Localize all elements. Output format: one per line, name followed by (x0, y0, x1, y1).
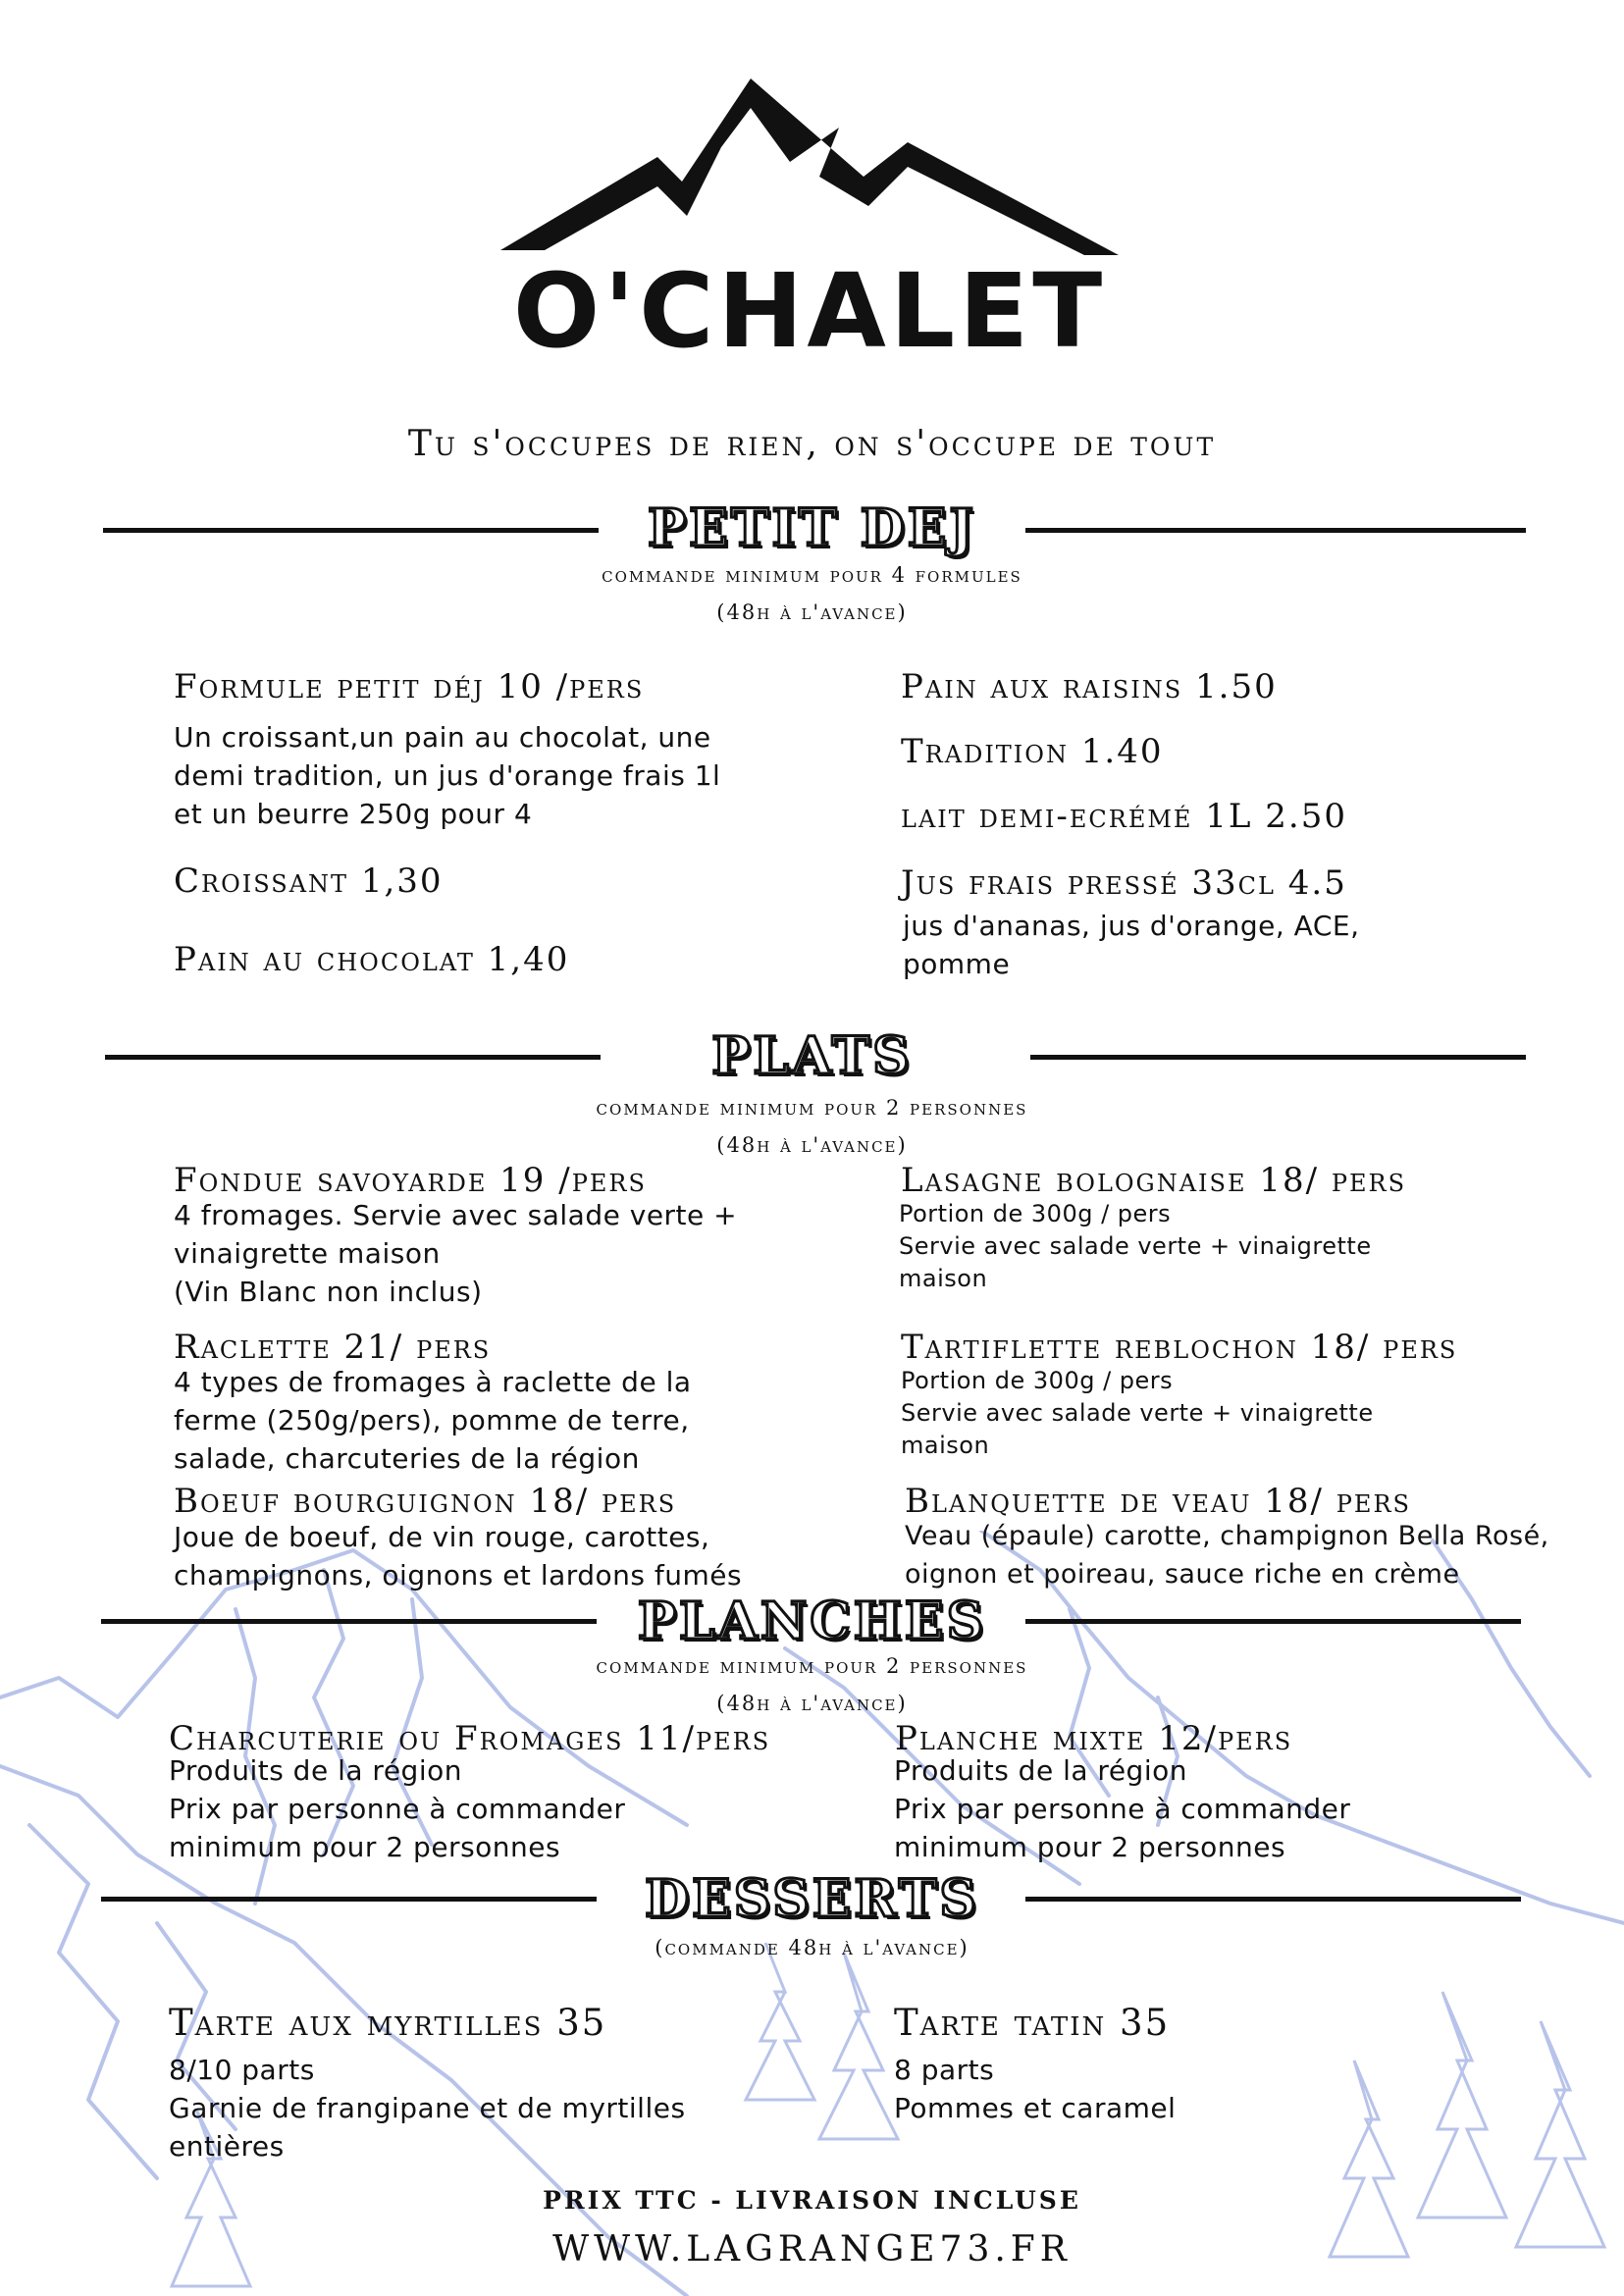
menu-item-title: Charcuterie ou Fromages 11/pers (169, 1719, 771, 1758)
menu-item-description: jus d'ananas, jus d'orange, ACE, pomme (903, 910, 1360, 980)
menu-item-title: Tartiflette reblochon 18/ pers (901, 1328, 1458, 1367)
section-note: commande minimum pour 2 personnes (596, 1096, 1028, 1120)
menu-item-description: 4 types de fromages à raclette de la ferme (250g/pers), pomme de terre, salade, charcuteries de la région (174, 1366, 692, 1475)
section-title-petit-dej: PETIT DEJ (648, 498, 976, 558)
menu-item-title: Raclette 21/ pers (174, 1328, 492, 1367)
brand-logo-text: O'CHALET (512, 251, 1107, 371)
menu-item-description: Un croissant,un pain au chocolat, une demi tradition, un jus d'orange frais 1l et un beurre 250g pour 4 (174, 721, 721, 830)
menu-item-title: Boeuf bourguignon 18/ pers (174, 1482, 677, 1521)
footer-website[interactable]: WWW.LAGRANGE73.FR (552, 2229, 1072, 2270)
tagline: Tu s'occupes de rien, on s'occupe de tout (407, 424, 1217, 464)
section-note: (48h à l'avance) (716, 1692, 908, 1715)
menu-item-title: Croissant 1,30 (174, 861, 444, 901)
menu-item-description: Produits de la région Prix par personne à commander minimum pour 2 personnes (169, 1754, 626, 1863)
section-title-plats: PLATS (711, 1026, 913, 1086)
menu-item-title: Lasagne bolognaise 18/ pers (901, 1161, 1407, 1200)
menu-item-description: Veau (épaule) carotte, champignon Bella Rosé, oignon et poireau, sauce riche en crème (905, 1521, 1549, 1590)
menu-item-title: Jus frais pressé 33cl 4.5 (901, 863, 1347, 903)
section-note: (48h à l'avance) (716, 600, 908, 624)
menu-item-title: Pain aux raisins 1.50 (901, 667, 1278, 706)
section-note: commande minimum pour 2 personnes (596, 1654, 1028, 1678)
menu-item-description: Produits de la région Prix par personne à commander minimum pour 2 personnes (894, 1754, 1351, 1863)
menu-item-title: Pain au chocolat 1,40 (174, 940, 570, 979)
menu-item-title: Planche mixte 12/pers (895, 1719, 1293, 1758)
menu-item-description: Portion de 300g / pers Servie avec salade verte + vinaigrette maison (901, 1367, 1374, 1459)
menu-item-title: Blanquette de veau 18/ pers (905, 1482, 1411, 1521)
menu-item-title: Tradition 1.40 (901, 732, 1164, 771)
footer-prices: PRIX TTC - LIVRAISON INCLUSE (543, 2186, 1081, 2215)
section-note: (48h à l'avance) (716, 1133, 908, 1157)
mountain-logo (496, 69, 1124, 265)
menu-item-description: Portion de 300g / pers Servie avec salade verte + vinaigrette maison (899, 1200, 1372, 1292)
menu-item-title: Tarte aux myrtilles 35 (169, 2002, 607, 2044)
section-title-planches: PLANCHES (637, 1592, 987, 1651)
menu-item-title: Tarte tatin 35 (894, 2002, 1171, 2044)
menu-item-description: 8/10 parts Garnie de frangipane et de myrtilles entières (169, 2054, 686, 2163)
menu-item-description: 4 fromages. Servie avec salade verte + vinaigrette maison (Vin Blanc non inclus) (174, 1199, 738, 1308)
section-title-desserts: DESSERTS (645, 1869, 979, 1929)
menu-item-title: Formule petit déj 10 /pers (174, 667, 645, 706)
menu-item-description: 8 parts Pommes et caramel (894, 2054, 1177, 2124)
section-note: (commande 48h à l'avance) (655, 1936, 969, 1959)
menu-item-description: Joue de boeuf, de vin rouge, carottes, champignons, oignons et lardons fumés (174, 1521, 743, 1592)
section-note: commande minimum pour 4 formules (602, 563, 1022, 587)
menu-item-title: Fondue savoyarde 19 /pers (174, 1161, 647, 1200)
menu-item-title: lait demi-ecrémé 1L 2.50 (901, 797, 1347, 836)
